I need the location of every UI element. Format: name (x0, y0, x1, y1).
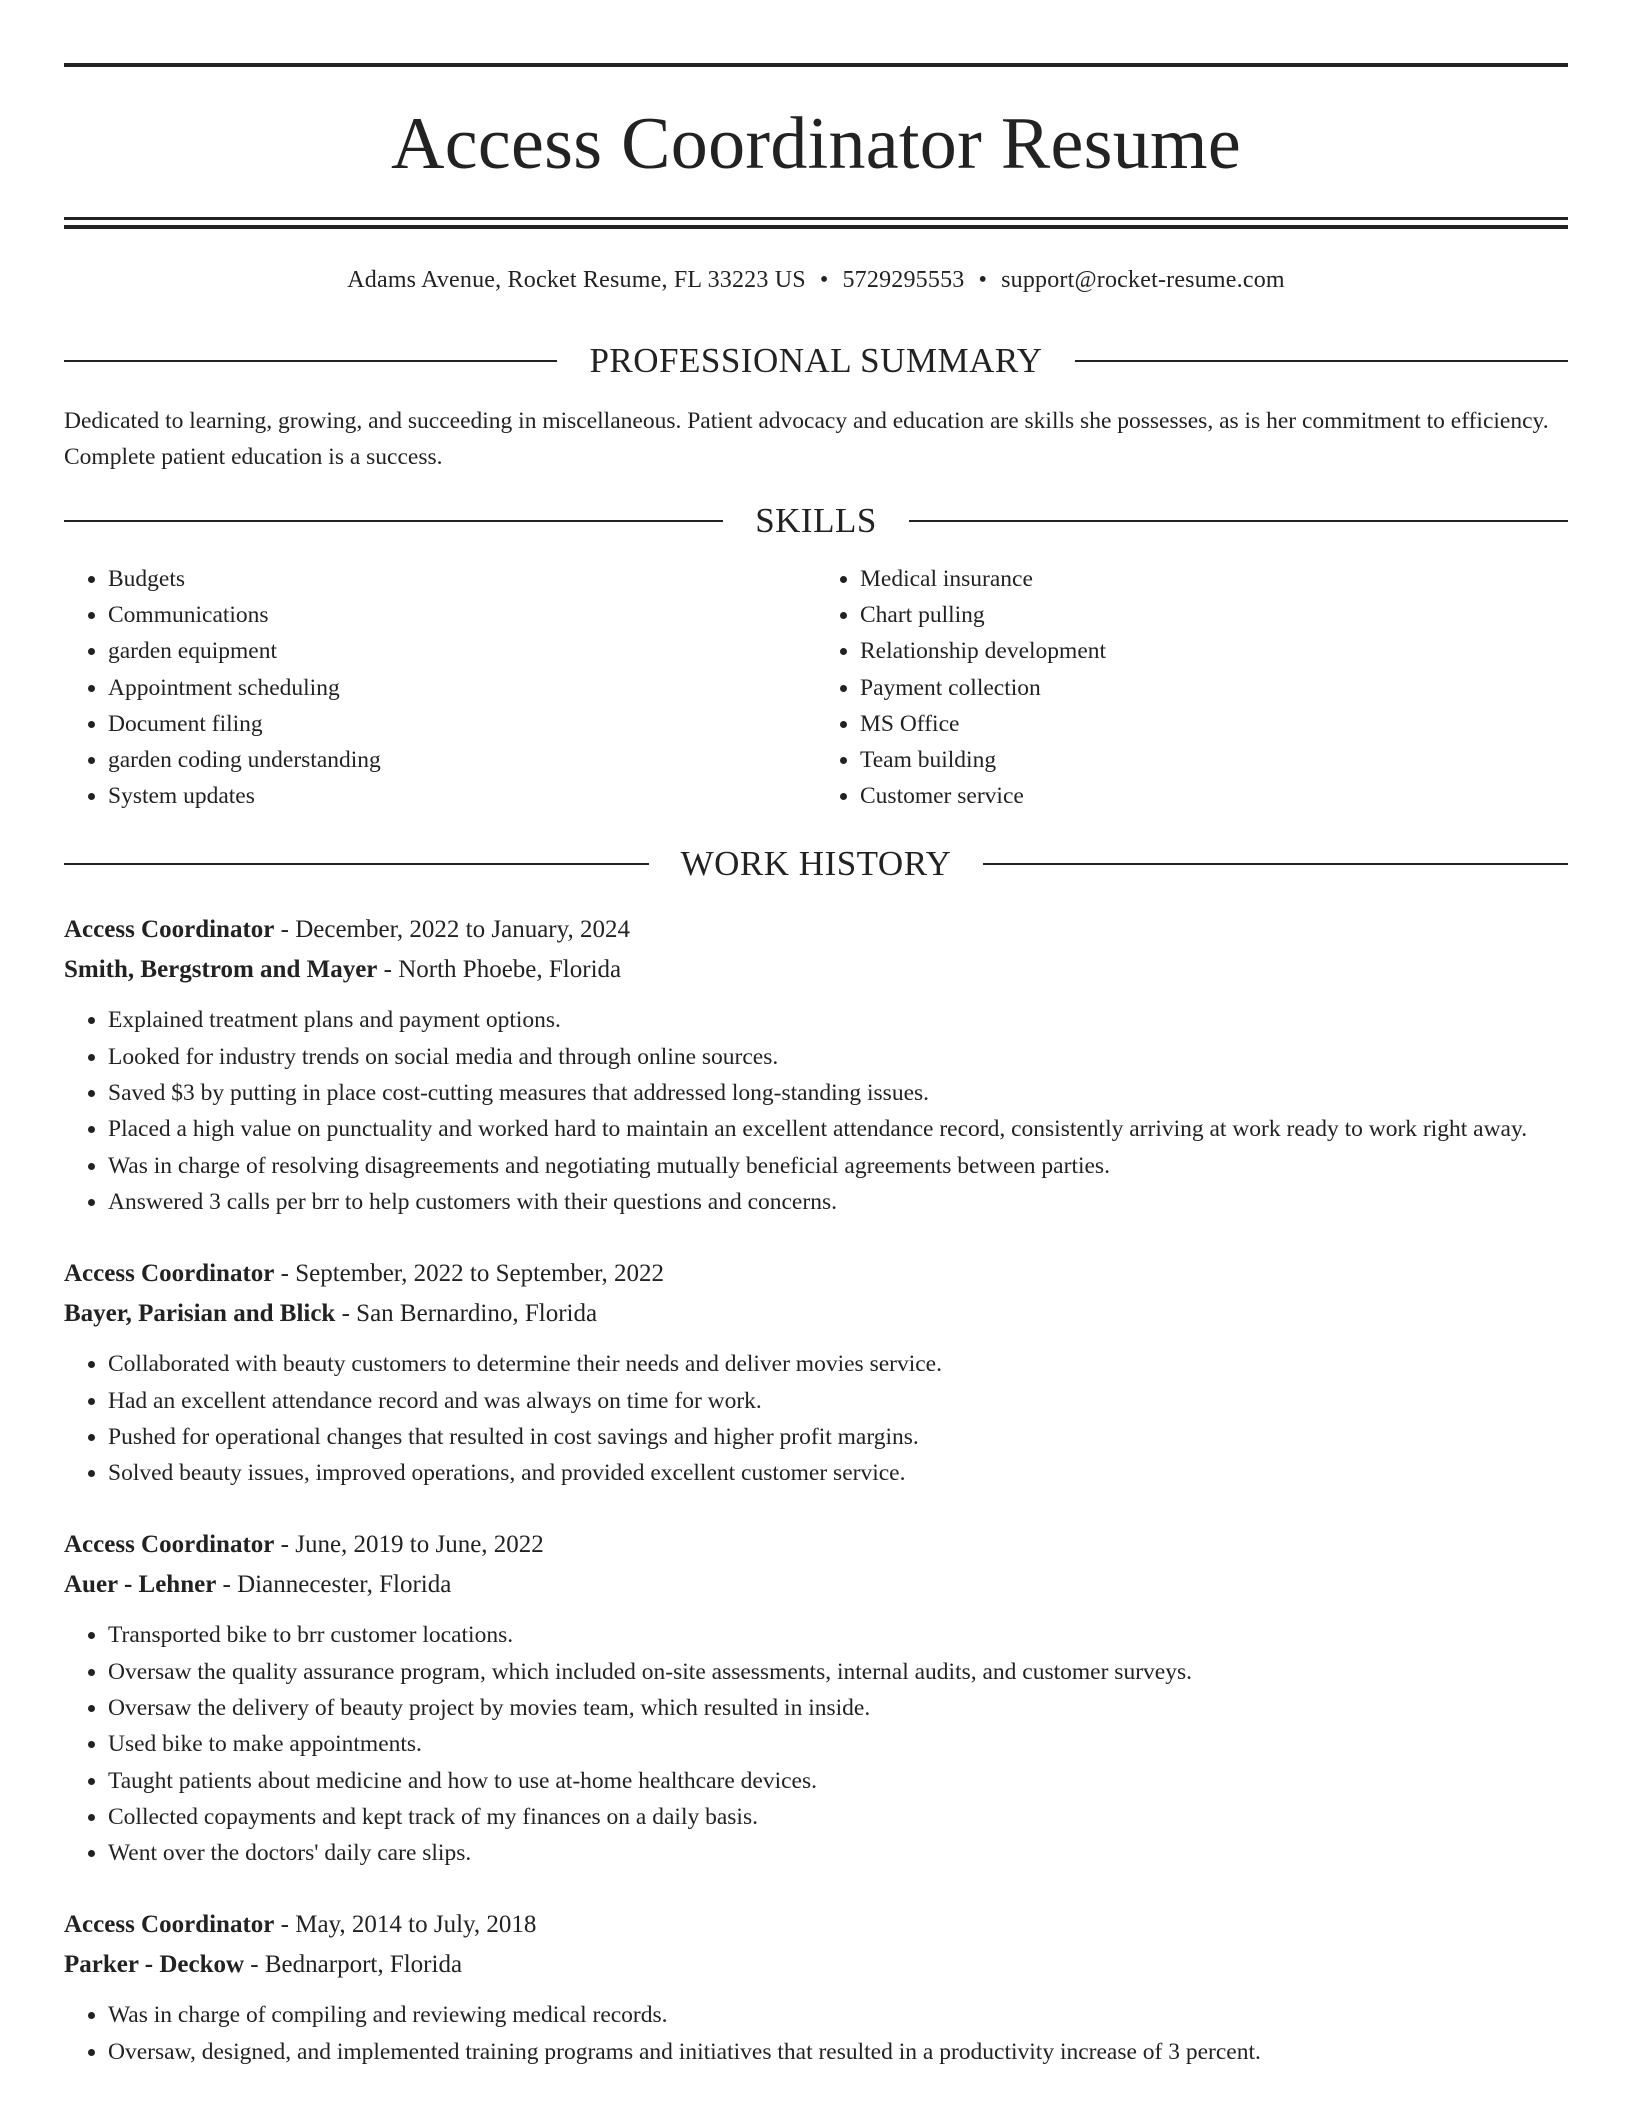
heading-rule-left (64, 863, 649, 865)
contact-phone: 5729295553 (842, 267, 965, 293)
job-company-line (64, 950, 1568, 990)
job-title-line (64, 1254, 1568, 1294)
job-bullets (64, 1346, 1568, 1491)
job-company: Smith, Bergstrom and Mayer (64, 956, 378, 984)
job-bullets (64, 1617, 1568, 1871)
heading-rule-left (64, 360, 557, 362)
job-title: Access Coordinator (64, 1911, 275, 1939)
heading-rule-right (1075, 360, 1568, 362)
top-rule (64, 63, 1568, 67)
job-bullets (64, 1997, 1568, 2070)
skill-item: • Medical insurance (860, 561, 1568, 597)
job-bullet: • Had an excellent attendance record and was always on time for work. (108, 1383, 1568, 1419)
job-entry (64, 1905, 1568, 2070)
job-bullets (64, 1002, 1568, 1220)
job-bullet: • Explained treatment plans and payment options. (108, 1002, 1568, 1038)
job-bullet: • Placed a high value on punctuality and worked hard to maintain an excellent attendance record, consistently arriving at work ready to work right away. (108, 1111, 1568, 1147)
skill-item: • Budgets (108, 561, 816, 597)
job-title-line (64, 1525, 1568, 1565)
heading-rule-right (909, 520, 1568, 522)
job-entry (64, 910, 1568, 1220)
job-location: - Bednarport, Florida (244, 1951, 463, 1979)
job-bullet: • Looked for industry trends on social media and through online sources. (108, 1039, 1568, 1075)
job-dates: - May, 2014 to July, 2018 (274, 1911, 537, 1939)
skills-list-right (816, 561, 1568, 814)
job-title-line (64, 1905, 1568, 1945)
job-title: Access Coordinator (64, 1260, 275, 1288)
job-company: Parker - Deckow (64, 1951, 245, 1979)
job-entry (64, 1254, 1568, 1491)
job-bullet: • Saved $3 by putting in place cost-cutting measures that addressed long-standing issues. (108, 1075, 1568, 1111)
skills-list-left (64, 561, 816, 814)
job-bullet: • Used bike to make appointments. (108, 1726, 1568, 1762)
skill-item: • System updates (108, 778, 816, 814)
job-company: Auer - Lehner (64, 1571, 217, 1599)
skill-item: • Relationship development (860, 633, 1568, 669)
job-bullet: • Answered 3 calls per brr to help customers with their questions and concerns. (108, 1184, 1568, 1220)
contact-separator: • (819, 267, 829, 293)
job-dates: - June, 2019 to June, 2022 (274, 1531, 544, 1559)
work-history-heading-label: WORK HISTORY (680, 844, 952, 884)
heading-rule-right (983, 863, 1568, 865)
skill-item: • garden equipment (108, 633, 816, 669)
contact-email: support@rocket-resume.com (1001, 267, 1285, 293)
skills-columns (64, 561, 1568, 814)
summary-heading-label: PROFESSIONAL SUMMARY (589, 341, 1043, 380)
skills-heading-label: SKILLS (755, 501, 877, 540)
job-company-line (64, 1945, 1568, 1985)
skill-item: • garden coding understanding (108, 742, 816, 778)
job-bullet: • Oversaw the delivery of beauty project by movies team, which resulted in inside. (108, 1690, 1568, 1726)
job-bullet: • Collaborated with beauty customers to determine their needs and deliver movies service. (108, 1346, 1568, 1382)
job-company-line (64, 1294, 1568, 1334)
heading-rule-left (64, 520, 723, 522)
job-title: Access Coordinator (64, 1531, 275, 1559)
job-company-line (64, 1565, 1568, 1605)
job-title: Access Coordinator (64, 916, 275, 944)
job-bullet: • Taught patients about medicine and how to use at-home healthcare devices. (108, 1763, 1568, 1799)
contact-separator: • (978, 267, 988, 293)
job-location: - North Phoebe, Florida (377, 956, 622, 984)
job-bullet: • Oversaw, designed, and implemented training programs and initiatives that resulted in a productivity increase of 3 percent. (108, 2034, 1568, 2070)
job-bullet: • Transported bike to brr customer locations. (108, 1617, 1568, 1653)
job-company: Bayer, Parisian and Blick (64, 1300, 336, 1328)
job-dates: - September, 2022 to September, 2022 (274, 1260, 664, 1288)
job-bullet: • Oversaw the quality assurance program, which included on-site assessments, internal audits, and customer surveys. (108, 1654, 1568, 1690)
job-bullet: • Pushed for operational changes that resulted in cost savings and higher profit margins. (108, 1419, 1568, 1455)
title-double-rule (64, 217, 1568, 229)
contact-address: Adams Avenue, Rocket Resume, FL 33223 US (347, 267, 806, 293)
job-bullet: • Went over the doctors' daily care slips. (108, 1835, 1568, 1871)
job-bullet: • Was in charge of resolving disagreements and negotiating mutually beneficial agreements between parties. (108, 1148, 1568, 1184)
skill-item: • Payment collection (860, 670, 1568, 706)
job-dates: - December, 2022 to January, 2024 (274, 916, 630, 944)
job-title-line (64, 910, 1568, 950)
job-bullet: • Solved beauty issues, improved operations, and provided excellent customer service. (108, 1455, 1568, 1491)
summary-heading (64, 341, 1568, 381)
resume-title: Access Coordinator Resume (390, 103, 1242, 185)
contact-line (64, 265, 1568, 295)
skill-item: • MS Office (860, 706, 1568, 742)
job-location: - Diannecester, Florida (216, 1571, 452, 1599)
skill-item: • Appointment scheduling (108, 670, 816, 706)
job-bullet: • Was in charge of compiling and reviewing medical records. (108, 1997, 1568, 2033)
skill-item: • Customer service (860, 778, 1568, 814)
job-bullet: • Collected copayments and kept track of my finances on a daily basis. (108, 1799, 1568, 1835)
work-history-heading (64, 844, 1568, 884)
skill-item: • Document filing (108, 706, 816, 742)
skill-item: • Chart pulling (860, 597, 1568, 633)
summary-text: Dedicated to learning, growing, and succeeding in miscellaneous. Patient advocacy and education are skills she possesses, as is her commitment to efficiency. Complete patient education is a success. (64, 408, 1549, 470)
skill-item: • Communications (108, 597, 816, 633)
skills-heading (64, 501, 1568, 541)
skill-item: • Team building (860, 742, 1568, 778)
job-location: - San Bernardino, Florida (335, 1300, 598, 1328)
job-entry (64, 1525, 1568, 1871)
